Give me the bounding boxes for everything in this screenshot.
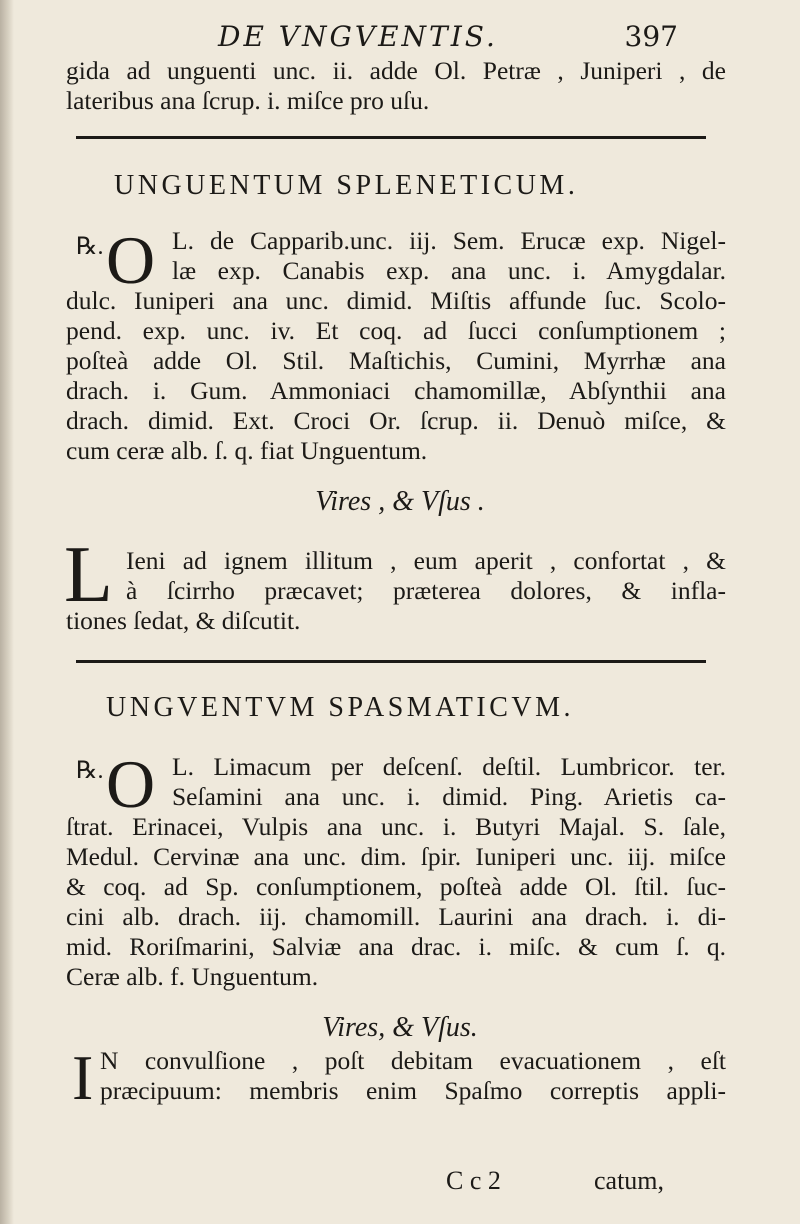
text-line: mid. Roriſmarini, Salviæ ana drac. i. miſc. & cum ſ. q. xyxy=(66,932,726,961)
vires-paragraph xyxy=(100,1046,726,1106)
text-line: drach. dimid. Ext. Croci Or. ſcrup. ii. Denuò miſce, & xyxy=(66,406,726,435)
page-number: 397 xyxy=(624,20,678,53)
drop-initial: I xyxy=(72,1042,94,1113)
text-line: L. de Capparib.unc. iij. Sem. Erucæ exp. Nigel- xyxy=(172,226,726,255)
section-title: UNGUENTUM SPLENETICUM. xyxy=(114,170,579,201)
section-title: UNGVENTVM SPASMATICVM. xyxy=(106,692,575,723)
text-line: læ exp. Canabis exp. ana unc. i. Amygdalar. xyxy=(172,256,726,285)
intro-paragraph xyxy=(66,56,726,116)
vires-paragraph-cont xyxy=(66,606,726,636)
drop-initial: O xyxy=(106,222,156,298)
text-line: cum ceræ alb. ſ. q. fiat Unguentum. xyxy=(66,436,428,465)
text-line: poſteà adde Ol. Stil. Maſtichis, Cumini, Myrrhæ ana xyxy=(66,346,726,375)
drop-initial: L xyxy=(64,531,113,619)
text-line: L. Limacum per deſcenſ. deſtil. Lumbricor. ter. xyxy=(172,752,726,781)
vires-paragraph xyxy=(126,546,726,606)
text-line: dulc. Iuniperi ana unc. dimid. Miſtis affunde ſuc. Scolo- xyxy=(66,286,726,315)
text-line: Ceræ alb. f. Unguentum. xyxy=(66,962,319,991)
running-title: DE VNGVENTIS. xyxy=(218,20,498,53)
text-line: à ſcirrho præcavet; præterea dolores, & infla- xyxy=(126,576,726,605)
text-line: ſtrat. Erinacei, Vulpis ana unc. i. Butyri Majal. S. ſale, xyxy=(66,812,726,841)
text-line: N convulſione , poſt debitam evacuationem , eſt xyxy=(100,1046,726,1075)
recipe-paragraph xyxy=(172,752,726,812)
drop-initial: O xyxy=(106,746,156,822)
text-line: Seſamini ana unc. i. dimid. Ping. Arietis ca- xyxy=(172,782,726,811)
recipe-paragraph-cont xyxy=(66,286,726,466)
text-line: præcipuum: membris enim Spaſmo correptis appli- xyxy=(100,1076,726,1105)
vires-heading: Vires, & Vſus. xyxy=(322,1012,478,1043)
recipe-symbol: ℞. xyxy=(76,758,104,784)
signature-mark: C c 2 xyxy=(446,1166,501,1195)
text-line: Ieni ad ignem illitum , eum aperit , confortat , & xyxy=(126,546,726,575)
divider-rule xyxy=(76,660,706,663)
text-line: & coq. ad Sp. conſumptionem, poſteà adde Ol. ſtil. ſuc- xyxy=(66,872,726,901)
text-line: lateribus ana ſcrup. i. miſce pro uſu. xyxy=(66,86,430,115)
text-line: drach. i. Gum. Ammoniaci chamomillæ, Abſynthii ana xyxy=(66,376,726,405)
text-line: tiones ſedat, & diſcutit. xyxy=(66,606,301,635)
text-line: Medul. Cervinæ ana unc. dim. ſpir. Iuniperi unc. iij. miſce xyxy=(66,842,726,871)
vires-heading: Vires , & Vſus . xyxy=(315,486,485,517)
running-header xyxy=(218,20,678,53)
text-line: cini alb. drach. iij. chamomill. Laurini ana drach. i. di- xyxy=(66,902,726,931)
text-line: gida ad unguenti unc. ii. adde Ol. Petræ , Juniperi , de xyxy=(66,56,726,85)
recipe-paragraph-cont xyxy=(66,812,726,992)
divider-rule xyxy=(76,136,706,139)
recipe-paragraph xyxy=(172,226,726,286)
text-line: pend. exp. unc. iv. Et coq. ad ſucci conſumptionem ; xyxy=(66,316,726,345)
catchword: catum, xyxy=(594,1166,665,1195)
recipe-symbol: ℞. xyxy=(76,234,104,260)
